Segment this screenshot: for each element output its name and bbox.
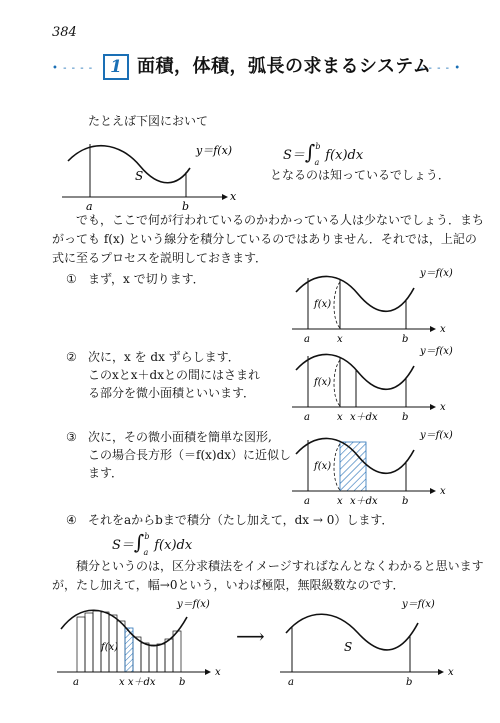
step4-line1: それをaからbまで積分（たし加えて，dx → 0）します．: [88, 513, 394, 527]
formula-integral: S＝∫$^b_a$ f(x)dx: [112, 530, 193, 557]
label-a: a: [86, 200, 93, 213]
approx-rectangle: [340, 442, 366, 491]
svg-text:y＝f(x): y＝f(x): [420, 430, 453, 441]
step3-line1: 次に，その微小面積を簡単な図形,: [88, 430, 272, 444]
svg-text:b: b: [179, 677, 186, 688]
step3-line3: ます．: [88, 466, 124, 480]
curve-label: y＝f(x): [196, 144, 233, 157]
figure-step3: [290, 420, 480, 512]
svg-text:y＝f(x): y＝f(x): [402, 599, 435, 610]
svg-text:S: S: [344, 640, 353, 654]
svg-text:x: x: [440, 486, 446, 497]
svg-text:a: a: [304, 334, 310, 345]
figure-step1: [290, 262, 480, 350]
intro-known: となるのは知っているでしょう．: [270, 168, 450, 182]
svg-text:x: x: [440, 324, 446, 335]
figure-area-under-curve: [60, 128, 260, 213]
intro-formula: S＝∫$^b_a$ f(x)dx: [283, 140, 364, 167]
svg-text:f(x): f(x): [101, 642, 119, 653]
svg-text:x: x: [337, 412, 343, 423]
paragraph1-line1: でも，ここで何が行われているのかわかっている人は少ないでしょう．まち: [76, 213, 485, 227]
intro-text: たとえば下図において: [88, 114, 209, 128]
svg-text:y＝f(x): y＝f(x): [177, 599, 210, 610]
svg-text:b: b: [402, 412, 409, 423]
step4-marker: ④: [66, 513, 77, 527]
curve: [68, 146, 190, 183]
svg-text:f(x): f(x): [314, 461, 332, 472]
svg-text:x: x: [440, 402, 446, 413]
svg-text:x: x: [215, 667, 221, 678]
step3-marker: ③: [66, 430, 77, 444]
paragraph2-line1: 積分というのは，区分求積法をイメージすればなんとなくわかると思います: [76, 559, 484, 573]
section-number: 1: [103, 54, 129, 80]
svg-text:y＝f(x): y＝f(x): [420, 346, 453, 357]
label-b: b: [182, 200, 190, 213]
svg-text:x: x: [337, 334, 343, 345]
svg-text:b: b: [402, 334, 409, 345]
title-decoration-right: - - - - •: [420, 63, 462, 74]
page-number: 384: [52, 25, 77, 40]
svg-text:x＋dx: x＋dx: [350, 412, 378, 423]
transition-arrow-icon: ⟶: [236, 624, 265, 648]
svg-text:a: a: [304, 412, 310, 423]
svg-text:x x＋dx: x x＋dx: [119, 677, 156, 688]
step1-marker: ①: [66, 272, 77, 286]
paragraph1-line2: がっても f(x) という線分を積分しているのではありません．それでは，上記の: [52, 232, 477, 246]
step2-marker: ②: [66, 350, 77, 364]
svg-text:a: a: [288, 677, 294, 688]
step3-line2: この場合長方形（＝f(x)dx）に近似し: [88, 448, 292, 462]
paragraph1-line3: 式に至るプロセスを説明しておきます．: [52, 251, 268, 265]
svg-text:x＋dx: x＋dx: [350, 496, 378, 507]
section-title: 面積，体積，弧長の求まるシステム: [137, 56, 432, 77]
svg-text:x: x: [337, 496, 343, 507]
axis-x-label: x: [230, 190, 237, 203]
step1-line1: まず，x で切ります．: [88, 272, 205, 286]
svg-text:a: a: [304, 496, 310, 507]
svg-text:b: b: [402, 496, 409, 507]
paragraph2-line2: が，たし加えて，幅→0という，いわば極限，無限級数なのです．: [52, 578, 405, 592]
step2-line3: る部分を微小面積といいます．: [88, 386, 256, 400]
svg-text:f(x): f(x): [314, 299, 332, 310]
svg-text:b: b: [406, 677, 413, 688]
svg-text:f(x): f(x): [314, 377, 332, 388]
label-S: S: [135, 169, 144, 183]
step2-line1: 次に，x を dx ずらします．: [88, 350, 240, 364]
svg-text:y＝f(x): y＝f(x): [420, 268, 453, 279]
figure-riemann-sum: [55, 595, 240, 690]
svg-text:a: a: [73, 677, 79, 688]
section-header: [52, 46, 472, 86]
svg-text:x: x: [448, 667, 454, 678]
title-decoration-left: • - - - -: [52, 63, 94, 74]
figure-step2: [290, 340, 480, 428]
figure-area-result: [278, 595, 473, 690]
step2-line2: このxとx＋dxとの間にはさまれ: [88, 368, 260, 382]
